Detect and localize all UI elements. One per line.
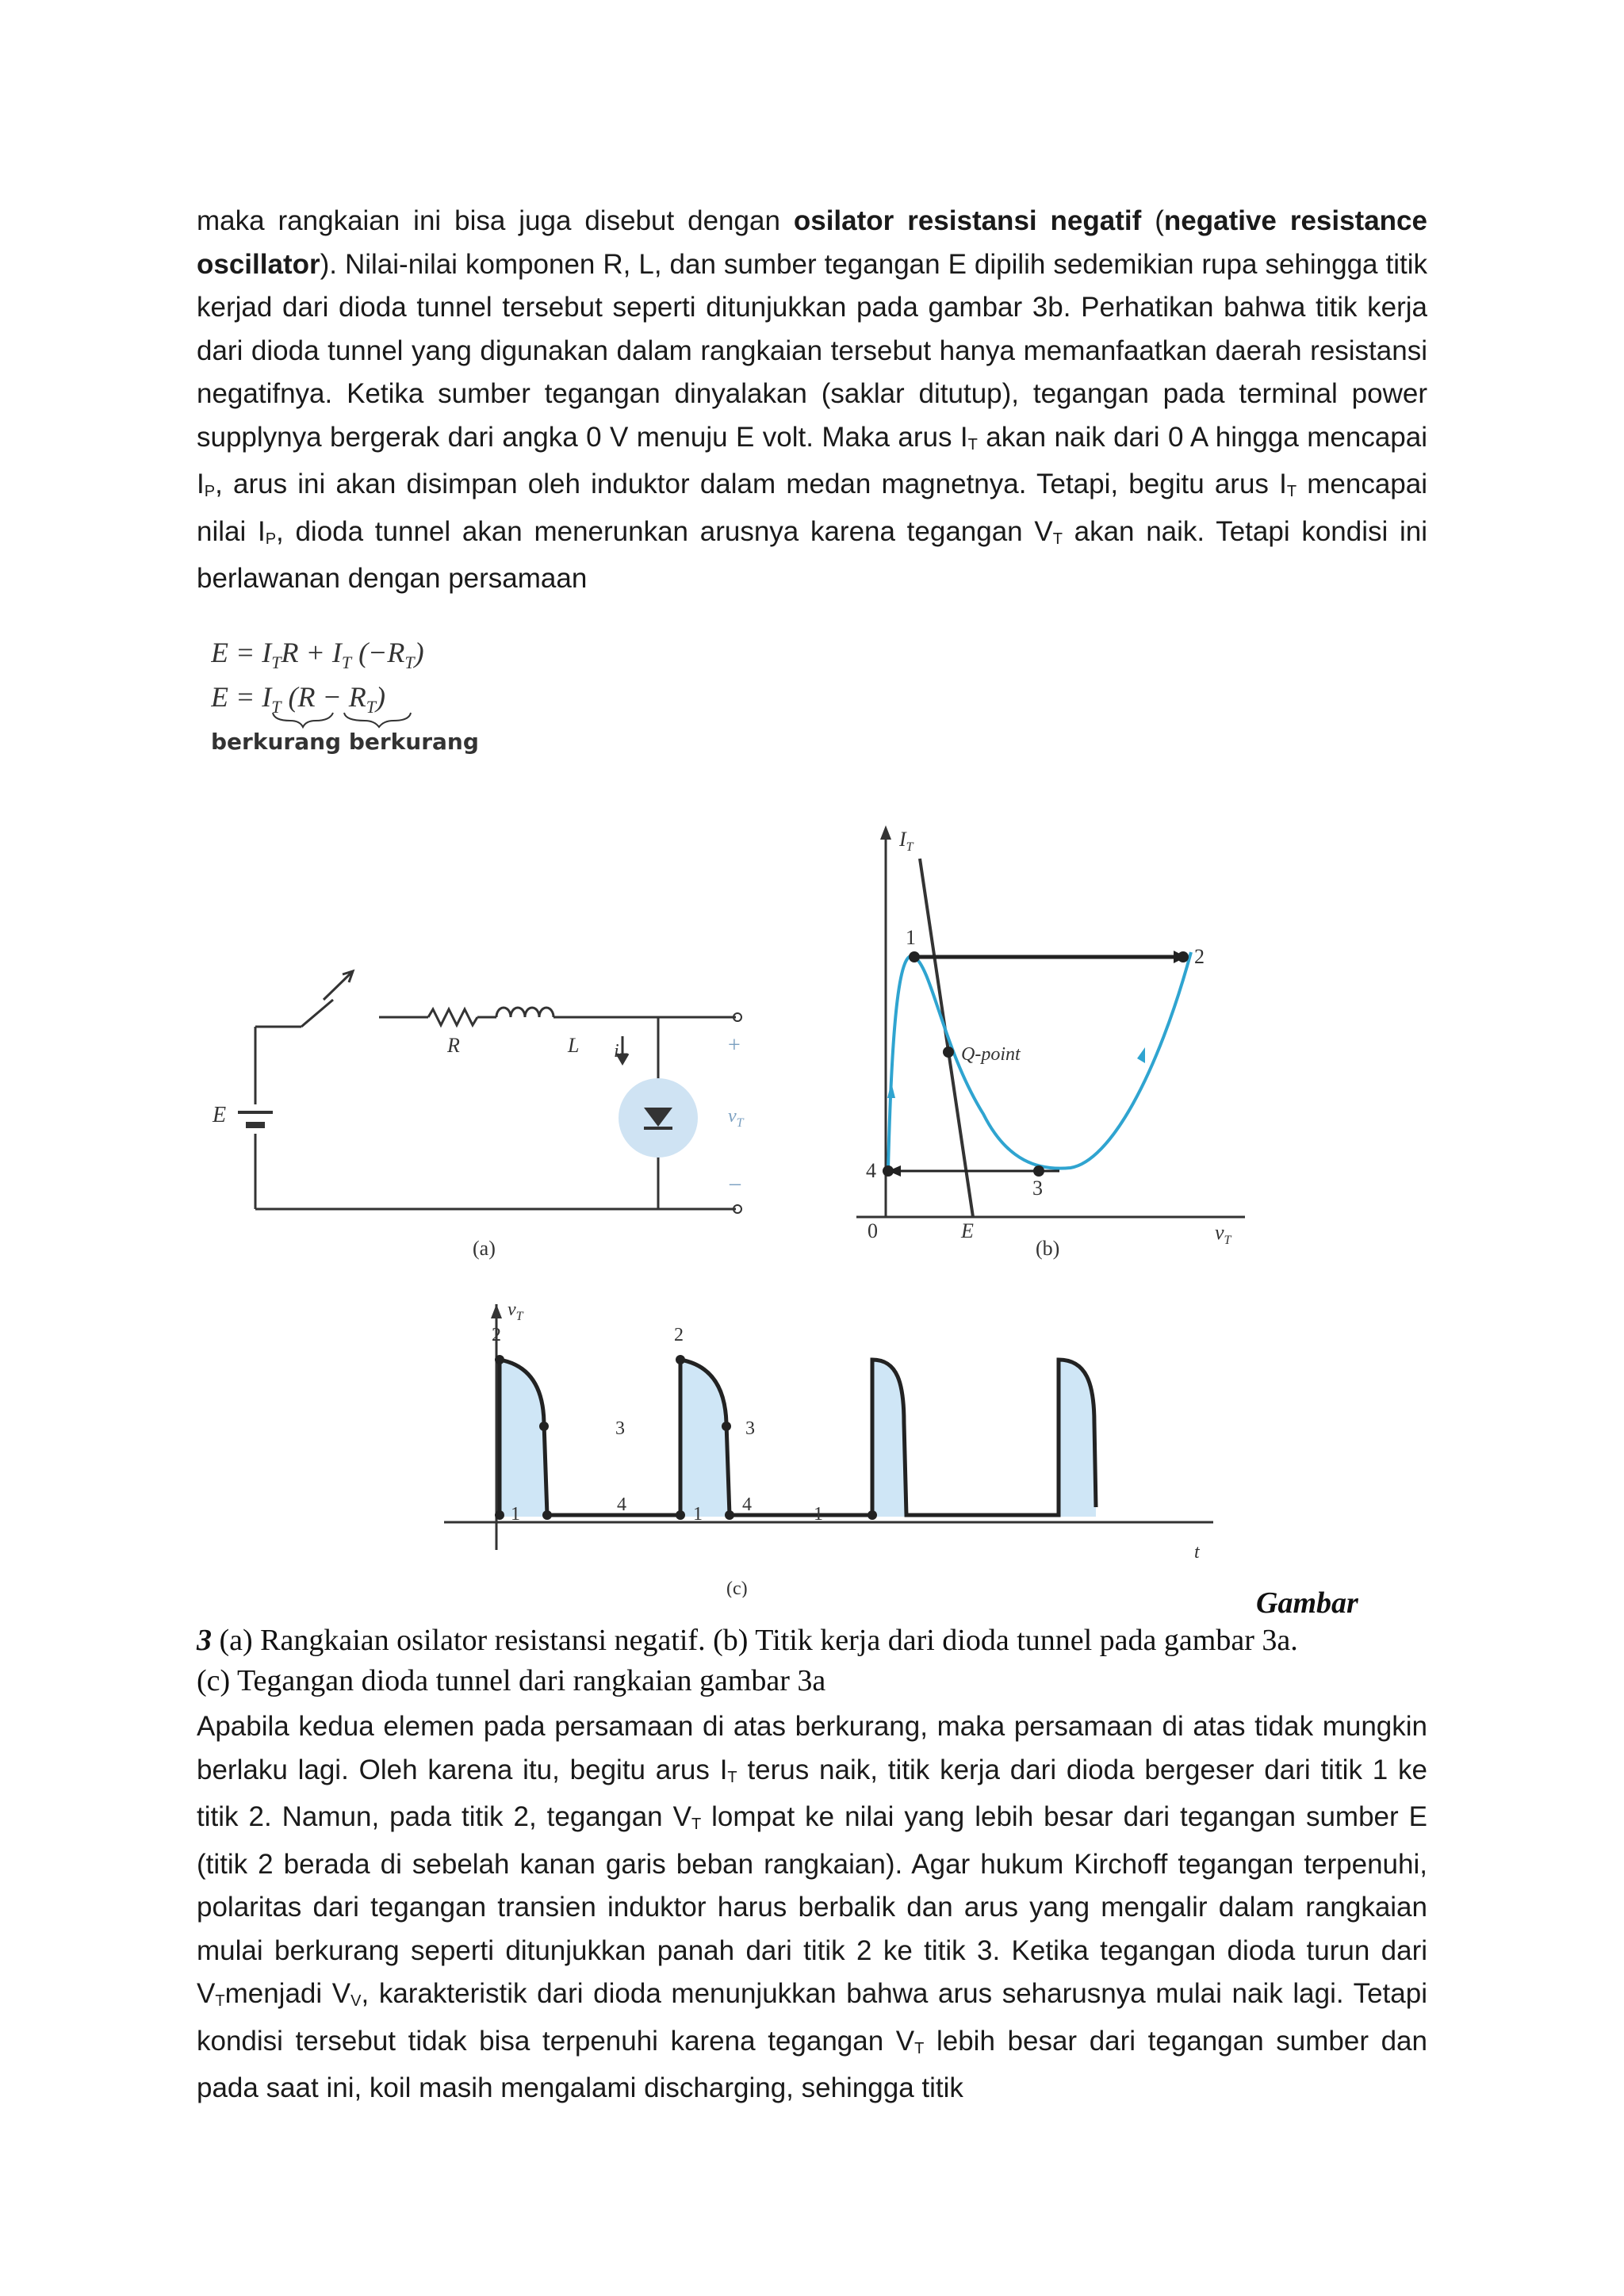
p1-label: 1: [906, 926, 916, 949]
axis-vT-c: $v_T$: [508, 1299, 523, 1323]
figure-caption-word: Gambar: [1256, 1586, 1358, 1620]
p2-label: 2: [1194, 945, 1205, 968]
point-1: [909, 951, 920, 962]
label-plus: +: [728, 1033, 741, 1058]
point-4: [883, 1165, 894, 1177]
underbrace-1: [273, 713, 333, 727]
diode-curve: [888, 952, 1191, 1169]
p4-label: 4: [866, 1159, 876, 1182]
waveform-graph: [444, 1304, 1213, 1550]
label-R: R: [447, 1034, 460, 1057]
point-3: [1033, 1165, 1044, 1177]
svg-text:3: 3: [745, 1418, 755, 1439]
characteristic-graph: [856, 825, 1245, 1217]
q-point: [943, 1047, 954, 1058]
underbrace-2: [344, 713, 411, 727]
svg-text:1: 1: [814, 1504, 823, 1525]
point-2: [1178, 951, 1189, 962]
origin-label: 0: [868, 1219, 878, 1242]
equation-label: berkurang berkurang: [211, 729, 479, 755]
svg-text:2: 2: [674, 1325, 684, 1345]
axis-vT: $v_T$: [1215, 1221, 1231, 1247]
label-E: E: [213, 1103, 227, 1127]
battery-icon: [238, 1111, 273, 1114]
svg-text:E = IT (R − RT): $E = I_T$ $(R - R_T)$: [211, 681, 386, 717]
paragraph-2-text: Apabila kedua elemen pada persamaan di atas berkurang, maka persamaan di atas tidak mungkin berlaku lagi. Oleh karena itu, begitu arus IT terus naik, titik kerja dari dioda bergeser dari titik 1 ke titik 2. Namun, pada titik 2, tegangan VT lompat ke nilai yang lebih besar dari tegangan sumber E (titik 2 berada di sebelah kanan garis beban rangkaian). Agar hukum Kirchoff tegangan terpenuhi, polaritas dari tegangan transien induktor harus berbalik dan arus yang mengalir dalam rangkaian mulai berkurang seperti ditunjukkan panah dari titik 2 ke titik 3. Ketika tegangan dioda turun dari VTmenjadi VV, karakteristik dari dioda menunjukkan bahwa arus seharusnya mulai naik lagi. Tetapi kondisi tersebut tidak bisa terpenuhi karena tegangan VT lebih besar dari tegangan sumber dan pada saat ini, koil masih mengalami discharging, sehingga titik: [197, 1711, 1427, 2103]
svg-text:1: 1: [511, 1504, 520, 1525]
label-vT: $v_T$: [728, 1106, 744, 1130]
axis-IT: $I_T$: [899, 828, 914, 854]
term-negative-resistance: negative resistance oscillator: [197, 205, 1427, 280]
svg-text:3: 3: [615, 1418, 625, 1439]
axis-t: t: [1194, 1542, 1200, 1563]
paragraph-1: [197, 200, 1427, 601]
qpoint-label: Q-point: [961, 1044, 1021, 1065]
E-label: E: [961, 1219, 974, 1242]
p3-label: 3: [1032, 1177, 1043, 1200]
label-L: L: [568, 1034, 580, 1057]
figure-caption-line2: (c) Tegangan dioda tunnel dari rangkaian gambar 3a: [197, 1664, 826, 1697]
equation-block: [211, 630, 496, 765]
svg-text:1: 1: [693, 1504, 703, 1525]
label-a: (a): [473, 1237, 496, 1260]
label-minus: –: [730, 1171, 741, 1196]
svg-text:2: 2: [492, 1325, 501, 1345]
label-iT: $i_T$: [614, 1041, 626, 1065]
figure-caption-line1: 3 (a) Rangkaian osilator resistansi negatif. (b) Titik kerja dari dioda tunnel pada gambar 3a.: [197, 1624, 1298, 1657]
svg-text:E = ITR + IT (−RT): $E = I_TR + I_T$ $(-R_T)$: [211, 637, 424, 672]
label-b: (b): [1036, 1237, 1060, 1260]
figure-number: 3: [197, 1624, 212, 1657]
label-c: (c): [726, 1578, 748, 1598]
term-osilator: osilator resistansi negatif: [793, 205, 1142, 236]
svg-text:4: 4: [617, 1494, 626, 1515]
svg-text:4: 4: [742, 1494, 752, 1515]
paragraph-2: [197, 1705, 1427, 2110]
figure-3: [190, 813, 1300, 1598]
paragraph-1-text: maka rangkaian ini bisa juga disebut dengan osilator resistansi negatif (negative resistance oscillator). Nilai-nilai komponen R, L, dan sumber tegangan E dipilih sedemikian rupa sehingga titik kerjad dari dioda tunnel tersebut seperti ditunjukkan pada gambar 3b. Perhatikan bahwa titik kerja dari dioda tunnel yang digunakan dalam rangkaian tersebut hanya memanfaatkan daerah resistansi negatifnya. Ketika sumber tegangan dinyalakan (saklar ditutup), tegangan pada terminal power supplynya bergerak dari angka 0 V menuju E volt. Maka arus IT akan naik dari 0 A hingga mencapai IP, arus ini akan disimpan oleh induktor dalam medan magnetnya. Tetapi, begitu arus IT mencapai nilai IP, dioda tunnel akan menerunkan arusnya karena tegangan VT akan naik. Tetapi kondisi ini berlawanan dengan persamaan: [197, 205, 1428, 594]
